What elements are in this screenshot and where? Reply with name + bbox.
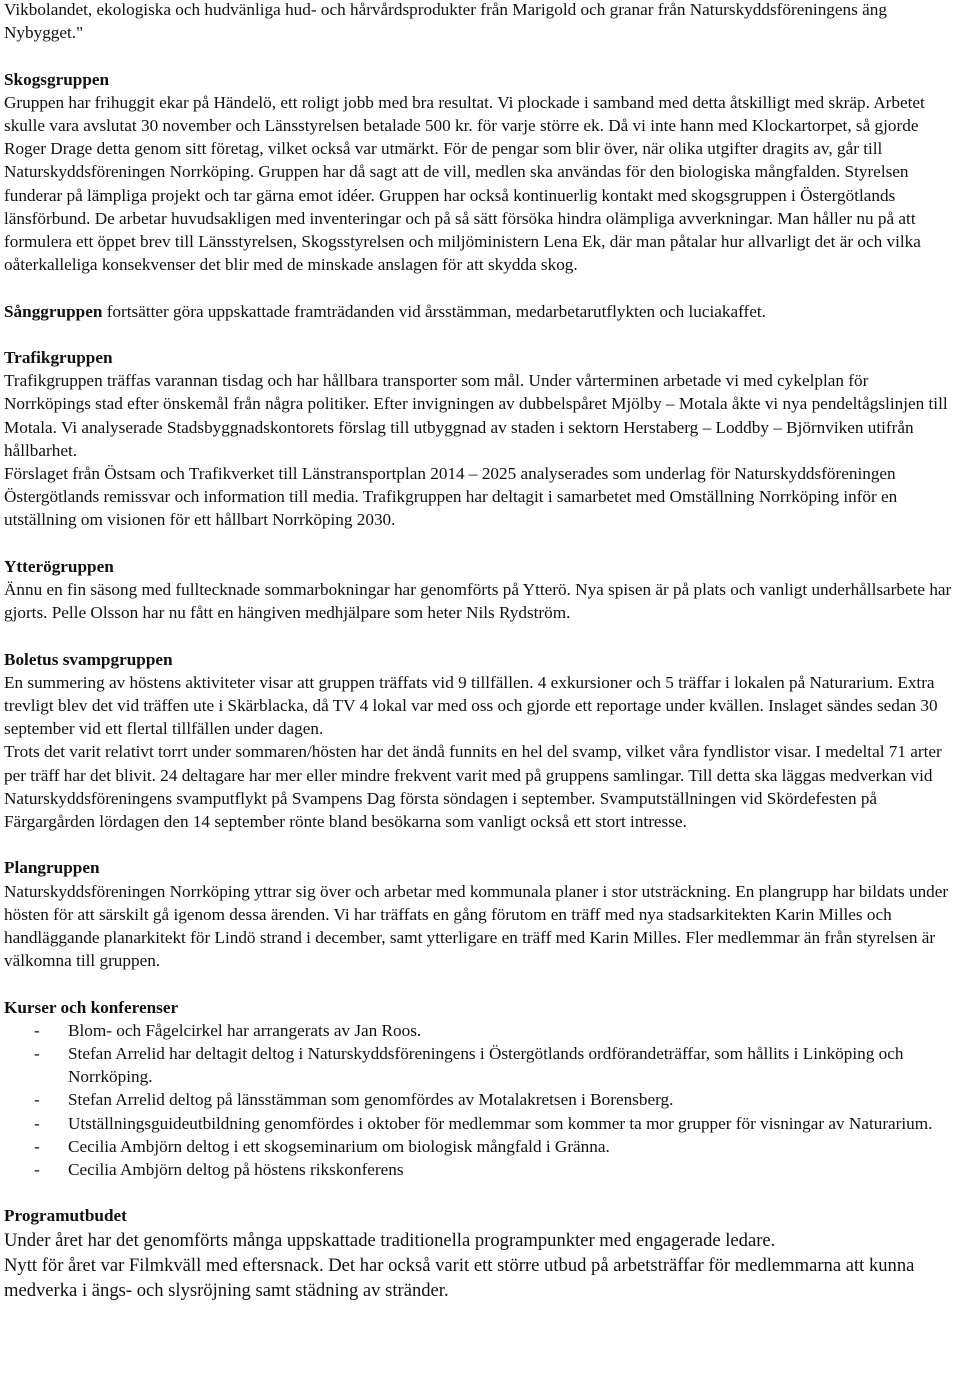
list-dash: -	[34, 1090, 40, 1110]
list-item-text: Blom- och Fågelcirkel har arrangerats av Jan Roos.	[68, 1020, 422, 1040]
programutbudet-paragraph-2: Nytt för året var Filmkväll med eftersnack. Det har också varit ett större utbud på arbetsträffar för medlemmarna att kunna medverka i ängs- och slysröjning samt städning av stränder.	[4, 1254, 915, 1301]
boletus-heading: Boletus svampgruppen	[4, 649, 173, 669]
list-dash: -	[34, 1020, 40, 1040]
sanggruppen-heading: Sånggruppen	[4, 301, 103, 321]
skogsgruppen-paragraph: Gruppen har frihuggit ekar på Händelö, ett roligt jobb med bra resultat. Vi plockade i samband med detta åtskilligt med skräp. Arbetet skulle vara avslutat 30 november och Länsstyrelsen betalade 500 kr. för varje större ek. Då vi inte hann med Klockartorpet, så gjorde Roger Drage detta genom sitt företag, vilket också var utmärkt. För de pengar som blir över, när olika utgifter dragits av, går till Naturskyddsföreningen Norrköping. Gruppen har då sagt att de vill, medlen ska användas för den biologiska mångfalden. Styrelsen funderar på lämpliga projekt och tar gärna emot idéer. Gruppen har också kontinuerlig kontakt med skogsgruppen i Östergötlands länsförbund. De arbetar huvudsakligen med inventeringar och på så sätt försöka hindra olämpliga avverkningar. Man håller nu på att formulera ett öppet brev till Länsstyrelsen, Skogsstyrelsen och miljöministern Lena Ek, där man påtalar hur allvarligt det är och vilka oåterkalleliga konsekvenser det blir med de minskade anslagen för att skydda skog.	[4, 92, 925, 275]
list-item	[4, 1112, 956, 1135]
list-item-text: Utställningsguideutbildning genomfördes i oktober för medlemmar som kommer ta mor grupper för visningar av Naturarium.	[68, 1113, 933, 1133]
list-dash: -	[34, 1160, 40, 1180]
list-item	[4, 1135, 956, 1158]
boletus-paragraph-2: Trots det varit relativt torrt under sommaren/hösten har det ändå funnits en hel del svamp, vilket våra fyndlistor visar. I medeltal 71 arter per träff har det blivit. 24 deltagare har mer eller mindre frekvent varit med på gruppens samlingar. Till detta ska läggas medverkan vid Naturskyddsföreningens svamputflykt på Svampens Dag första söndagen i september. Svamputställningen vid Skördefesten på Färgargården lördagen den 14 september rönte bland besökarna som vanligt också ett stort intresse.	[4, 742, 942, 832]
trafikgruppen-paragraph-2: Förslaget från Östsam och Trafikverket till Länstransportplan 2014 – 2025 analyserades som underlag för Naturskyddsföreningen Östergötlands remissvar och information till media. Trafikgruppen har deltagit i samarbetet med Omställning Norrköping inför en utställning om visionen för ett hållbart Norrköping 2030.	[4, 464, 898, 530]
list-item-text: Stefan Arrelid deltog på länsstämman som genomfördes av Motalakretsen i Borensberg.	[68, 1090, 674, 1110]
plangruppen-paragraph: Naturskyddsföreningen Norrköping yttrar sig över och arbetar med kommunala planer i stor utsträckning. En plangrupp har bildats under hösten för att särskilt gå igenom dessa ärenden. Vi har träffats en gång förutom en träff med nya stadsarkitekten Karin Milles och handläggande planarkitekt för Lindö strand i december, samt ytterligare en träff med Karin Milles. Fler medlemmar än från styrelsen är välkomna till gruppen.	[4, 881, 949, 971]
plangruppen-heading: Plangruppen	[4, 858, 100, 878]
skogsgruppen-heading: Skogsgruppen	[4, 69, 110, 89]
boletus-paragraph-1: En summering av höstens aktiviteter visar att gruppen träffats vid 9 tillfällen. 4 exkursioner och 5 träffar i lokalen på Naturarium. Extra trevligt blev det vid träffen ute i Skärblacka, då TV 4 lokal var med oss och gjorde ett reportage under kvällen. Inslaget sändes sedan 30 september vid ett flertal tillfällen under dagen.	[4, 672, 938, 739]
programutbudet-heading: Programutbudet	[4, 1206, 127, 1226]
kurser-heading: Kurser och konferenser	[4, 997, 179, 1017]
intro-paragraph: Vikbolandet, ekologiska och hudvänliga hud- och hårvårdsprodukter från Marigold och granar från Naturskyddsföreningens äng Nybygget."	[4, 0, 887, 43]
list-dash: -	[34, 1113, 40, 1133]
list-item	[4, 1042, 956, 1088]
list-dash: -	[34, 1044, 40, 1064]
list-item-text: Cecilia Ambjörn deltog i ett skogseminarium om biologisk mångfald i Gränna.	[68, 1136, 610, 1156]
trafikgruppen-heading: Trafikgruppen	[4, 348, 113, 367]
list-dash: -	[34, 1136, 40, 1156]
list-item-text: Cecilia Ambjörn deltog på höstens rikskonferens	[68, 1160, 404, 1180]
list-item	[4, 1158, 956, 1181]
list-item-text: Stefan Arrelid har deltagit deltog i Naturskyddsföreningens i Östergötlands ordförandeträffar, som hållits i Linköping och Norrköping.	[68, 1044, 904, 1087]
trafikgruppen-paragraph-1: Trafikgruppen träffas varannan tisdag och har hållbara transporter som mål. Under vårterminen arbetade vi med cykelplan för Norrköpings stad efter önskemål från några politiker. Efter invigningen av dubbelspåret Mjölby – Motala åkte vi nya pendeltågslinjen till Motala. Vi analyserade Stadsbyggnadskontorets förslag till utbyggnad av staden i sektorn Herstaberg – Loddby – Björnviken utifrån hållbarhet.	[4, 371, 948, 460]
ytterogruppen-heading: Ytterögruppen	[4, 556, 114, 576]
list-item	[4, 1019, 956, 1042]
list-item	[4, 1088, 956, 1111]
programutbudet-paragraph-1: Under året har det genomförts många uppskattade traditionella programpunkter med engagerade ledare.	[4, 1229, 776, 1251]
ytterogruppen-paragraph: Ännu en fin säsong med fulltecknade sommarbokningar har genomförts på Ytterö. Nya spisen är på plats och vanligt underhållsarbete har gjorts. Pelle Olsson har nu fått en hängiven medhjälpare som heter Nils Rydström.	[4, 580, 952, 623]
sanggruppen-paragraph	[4, 300, 956, 323]
kurser-list	[4, 1019, 956, 1181]
sanggruppen-text: fortsätter göra uppskattade framträdanden vid årsstämman, medarbetarutflykten och luciakaffet.	[102, 301, 766, 321]
